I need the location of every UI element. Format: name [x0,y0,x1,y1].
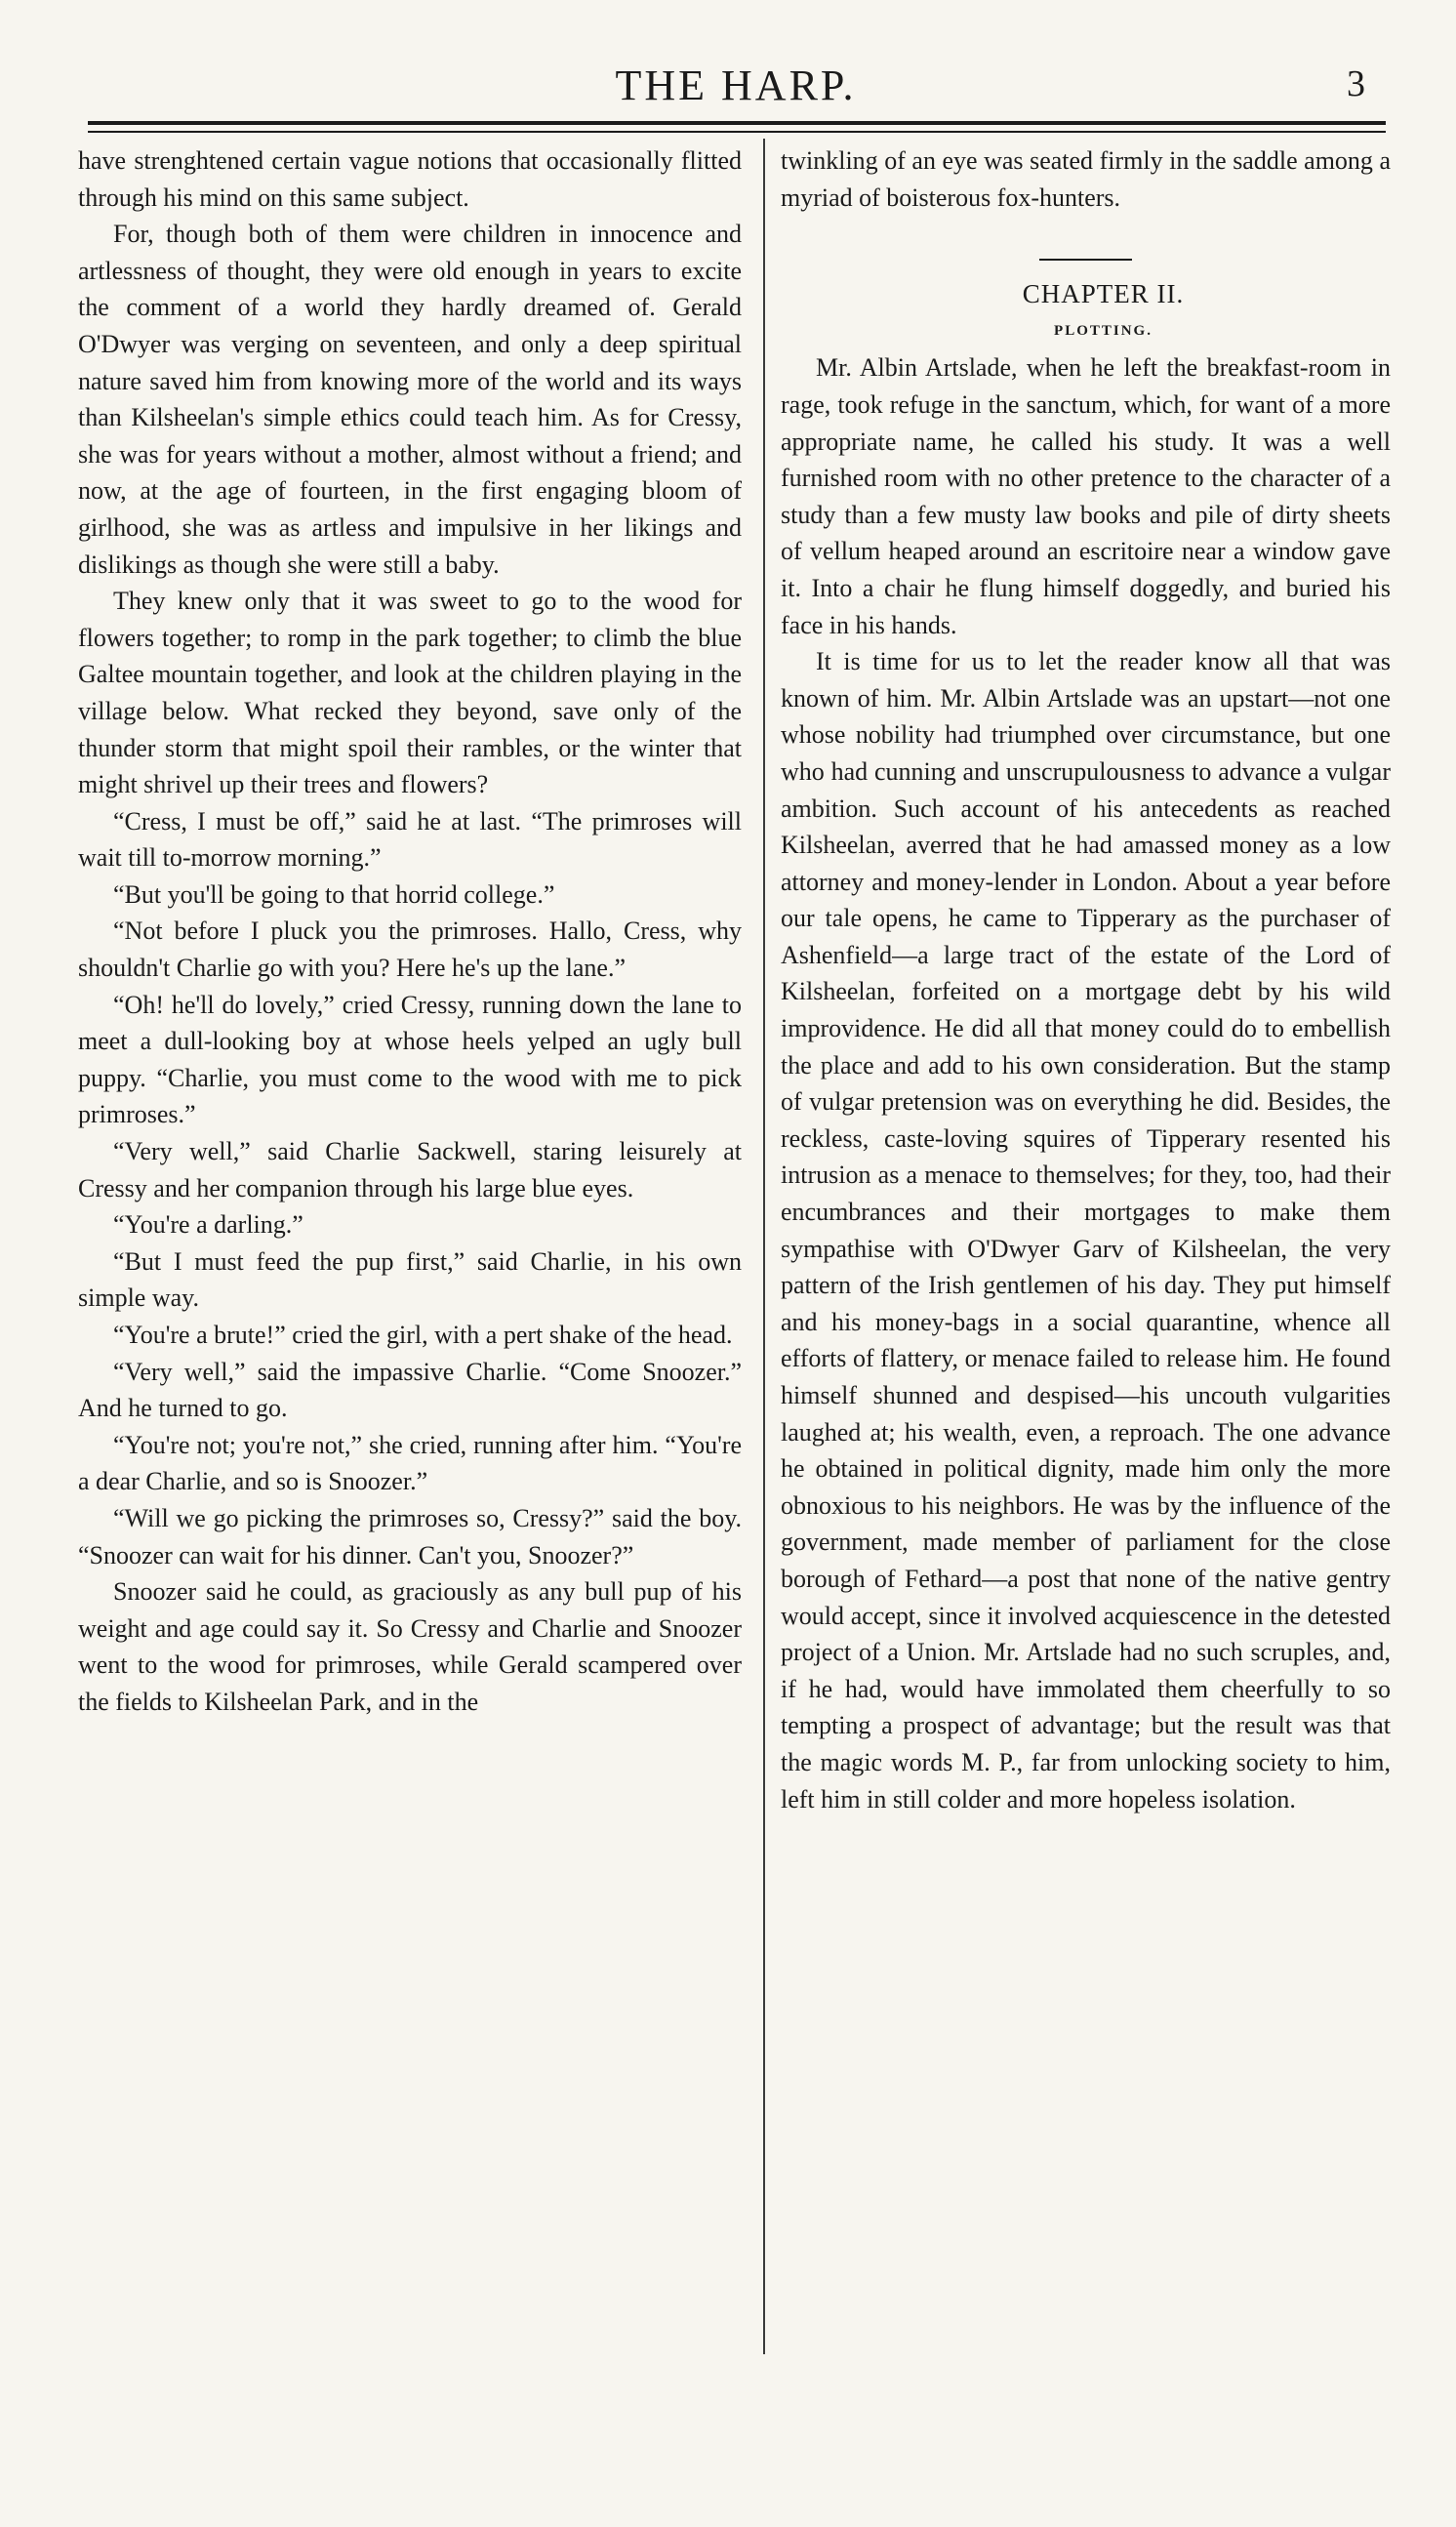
paragraph: “Not before I pluck you the primroses. Hallo, Cress, why shouldn't Charlie go with you? Here he's up the lane.” [78,917,742,983]
chapter-subtitle: PLOTTING. [1054,322,1153,339]
page-number: 3 [1347,63,1365,104]
running-title: THE HARP. [615,61,857,109]
paragraph: “You're not; you're not,” she cried, running after him. “You're a dear Charlie, and so is Snoozer.” [78,1430,742,1496]
chapter-heading: CHAPTER II. [1022,279,1185,309]
paragraph: “But you'll be going to that horrid college.” [113,879,555,909]
continuation-paragraph: twinkling of an eye was seated firmly in the saddle among a myriad of boisterous fox-hunters. [781,146,1391,212]
right-column [781,143,1391,1817]
column-divider [763,139,765,2354]
page-header [93,61,1379,119]
paragraph: “But I must feed the pup first,” said Charlie, in his own simple way. [78,1246,742,1313]
paragraph: “Very well,” said Charlie Sackwell, staring leisurely at Cressy and her companion through his large blue eyes. [78,1137,742,1202]
paragraph: “Cress, I must be off,” said he at last. “The primroses will wait till to-morrow morning.” [78,806,742,873]
paragraph: Snoozer said he could, as graciously as any bull pup of his weight and age could say it. So Cressy and Charlie and Snoozer went to the wood for primroses, while Gerald scampered over the fields to Kilsheelan Park, and in the [78,1577,742,1716]
header-rule-thick [88,121,1386,125]
left-column [78,143,742,1721]
paragraph: It is time for us to let the reader know all that was known of him. Mr. Albin Artslade was an upstart—not one whose nobility had triumphed over circumstance, but one who had cunning and unscrupulousness to advance a vulgar ambition. Such account of his antecedents as reached Kilsheelan, averred that he had amassed money as a low attorney and money-lender in London. About a year before our tale opens, he came to Tipperary as the purchaser of Ashenfield—a large tract of the estate of the Lord of Kilsheelan, forfeited on a mortgage debt by his wild improvidence. He did all that money could do to embellish the place and add to his own consideration. But the stamp of vulgar pretension was on everything he did. Besides, the reckless, caste-loving squires of Tipperary resented his intrusion as a menace to themselves; for they, too, had their encumbrances and their mortgages to make them sympathise with O'Dwyer Garv of Kilsheelan, the very pattern of the Irish gentlemen of his day. They put himself and his money-bags in a social quarantine, whence all efforts of flattery, or menace failed to release him. He found himself shunned and despised—his uncouth vulgarities laughed at; his wealth, even, a reproach. The one advance he obtained in political dignity, made him only the more obnoxious to his neighbors. He was by the influence of the government, made member of parliament for the close borough of Fethard—a post that none of the native gentry would accept, since it involved acquiescence in the detested project of a Union. Mr. Artslade had no such scruples, and, if he had, would have immolated them cheerfully to so tempting a prospect of advantage; but the result was that the magic words M. P., far from unlocking society to him, left him in still colder and more hopeless isolation. [781,647,1391,1814]
paragraph: They knew only that it was sweet to go to the wood for flowers together; to romp in the park together; to climb the blue Galtee mountain together, and look at the children playing in the village below. What recked they beyond, save only of the thunder storm that might spoil their rambles, or the winter that might shrivel up their trees and flowers? [78,587,742,799]
paragraph: “Very well,” said the impassive Charlie. “Come Snoozer.” And he turned to go. [78,1357,742,1423]
header-rule-thin [88,131,1386,133]
paragraph: “You're a darling.” [113,1210,303,1240]
paragraph: Mr. Albin Artslade, when he left the breakfast-room in rage, took refuge in the sanctum, which, for want of a more appropriate name, he called his study. It was a well furnished room with no other pretence to the character of a study than a few musty law books and pile of dirty sheets of vellum heaped around an escritoire near a window gave it. Into a chair he flung himself doggedly, and buried his face in his hands. [781,353,1391,639]
paragraph: For, though both of them were children in innocence and artlessness of thought, they were old enough in years to excite the comment of a world they hardly dreamed of. Gerald O'Dwyer was verging on seventeen, and only a deep spiritual nature saved him from knowing more of the world and its ways than Kilsheelan's simple ethics could teach him. As for Cressy, she was for years without a mother, almost without a friend; and now, at the age of fourteen, in the first engaging bloom of girlhood, she was as artless and impulsive in her likings and dislikings as though she were still a baby. [78,220,742,579]
paragraph: “You're a brute!” cried the girl, with a pert shake of the head. [113,1321,733,1349]
paragraph: have strenghtened certain vague notions that occasionally flitted through his mind on this same subject. [78,146,742,212]
section-rule [1039,259,1132,261]
paragraph: “Oh! he'll do lovely,” cried Cressy, running down the lane to meet a dull-looking boy at whose heels yelped an ugly bull puppy. “Charlie, you must come to the wood with me to pick primroses.” [78,990,742,1129]
paragraph: “Will we go picking the primroses so, Cressy?” said the boy. “Snoozer can wait for his dinner. Can't you, Snoozer?” [78,1503,742,1569]
